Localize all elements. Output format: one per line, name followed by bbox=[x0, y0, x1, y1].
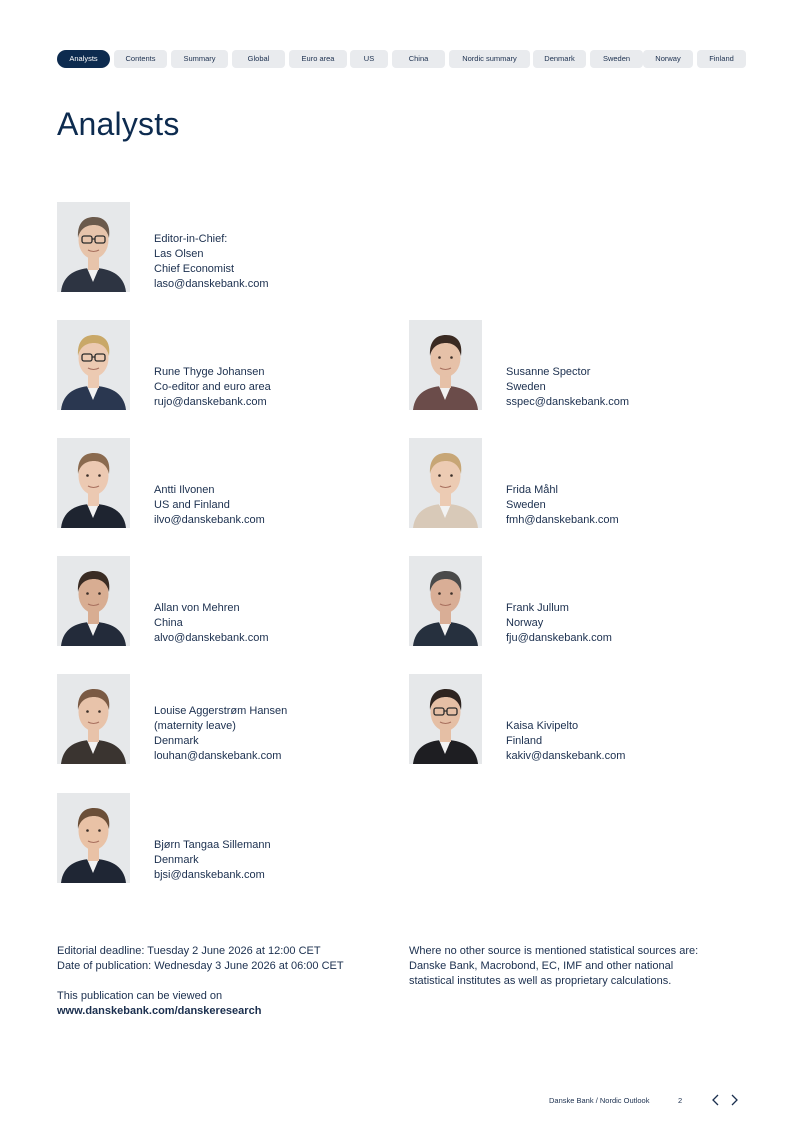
analyst-card bbox=[409, 556, 749, 646]
analyst-info bbox=[154, 704, 287, 764]
tab-nordic-summary[interactable]: Nordic summary bbox=[449, 50, 530, 68]
portrait-illustration bbox=[57, 202, 130, 292]
analyst-detail: (maternity leave) bbox=[154, 720, 236, 732]
analyst-detail: US and Finland bbox=[154, 499, 230, 511]
publication-note: This publication can be viewed on bbox=[57, 990, 223, 1002]
research-link[interactable]: www.danskebank.com/danskeresearch bbox=[57, 1005, 262, 1017]
portrait-illustration bbox=[409, 438, 482, 528]
portrait-illustration bbox=[409, 556, 482, 646]
analyst-detail: Sweden bbox=[506, 499, 546, 511]
analyst-card bbox=[57, 438, 397, 528]
editorial-info bbox=[57, 944, 344, 1019]
analyst-detail: Norway bbox=[506, 617, 544, 629]
portrait-illustration bbox=[57, 556, 130, 646]
analyst-detail: Frida Måhl bbox=[506, 484, 558, 496]
analyst-photo bbox=[409, 320, 482, 410]
analyst-email[interactable]: fju@danskebank.com bbox=[506, 632, 612, 644]
page-title: Analysts bbox=[57, 106, 180, 142]
analyst-photo bbox=[57, 320, 130, 410]
analyst-photo bbox=[409, 438, 482, 528]
analyst-detail: Co-editor and euro area bbox=[154, 381, 271, 393]
analyst-detail: Antti Ilvonen bbox=[154, 484, 215, 496]
analyst-card bbox=[57, 793, 397, 883]
tab-denmark[interactable]: Denmark bbox=[533, 50, 586, 68]
analyst-info bbox=[154, 838, 271, 883]
analyst-email[interactable]: ilvo@danskebank.com bbox=[154, 514, 265, 526]
analyst-info bbox=[506, 719, 625, 764]
tab-china[interactable]: China bbox=[392, 50, 445, 68]
analyst-card bbox=[409, 320, 749, 410]
analyst-photo bbox=[57, 674, 130, 764]
analyst-info bbox=[154, 601, 269, 646]
chevron-left-icon[interactable] bbox=[709, 1093, 723, 1107]
sources-line: Danske Bank, Macrobond, EC, IMF and other national bbox=[409, 960, 674, 972]
analyst-email[interactable]: louhan@danskebank.com bbox=[154, 750, 282, 762]
analyst-card bbox=[57, 674, 397, 764]
tab-sweden[interactable]: Sweden bbox=[590, 50, 643, 68]
sources-line: Where no other source is mentioned statistical sources are: bbox=[409, 945, 699, 957]
analyst-detail: Denmark bbox=[154, 854, 199, 866]
analyst-detail: Denmark bbox=[154, 735, 199, 747]
analyst-detail: Susanne Spector bbox=[506, 366, 591, 378]
analyst-card bbox=[57, 202, 397, 292]
portrait-illustration bbox=[409, 674, 482, 764]
analyst-card bbox=[409, 674, 749, 764]
analyst-detail: Allan von Mehren bbox=[154, 602, 240, 614]
analyst-detail: Louise Aggerstrøm Hansen bbox=[154, 705, 288, 717]
analyst-email[interactable]: alvo@danskebank.com bbox=[154, 632, 269, 644]
analyst-photo bbox=[57, 793, 130, 883]
analyst-email[interactable]: kakiv@danskebank.com bbox=[506, 750, 626, 762]
analyst-card bbox=[409, 438, 749, 528]
sources-note bbox=[409, 944, 698, 989]
page-number: 2 bbox=[678, 1096, 683, 1105]
editorial-deadline: Editorial deadline: Tuesday 2 June 2026 at 12:00 CET bbox=[57, 945, 321, 957]
analyst-detail: Rune Thyge Johansen bbox=[154, 366, 265, 378]
analyst-detail: Chief Economist bbox=[154, 263, 235, 275]
sources-line: statistical institutes as well as proprietary calculations. bbox=[409, 975, 672, 987]
spacer bbox=[57, 974, 344, 989]
portrait-illustration bbox=[409, 320, 482, 410]
analyst-card bbox=[57, 320, 397, 410]
analyst-photo bbox=[57, 556, 130, 646]
publication-date: Date of publication: Wednesday 3 June 2026 at 06:00 CET bbox=[57, 960, 344, 972]
tab-contents[interactable]: Contents bbox=[114, 50, 167, 68]
tab-norway[interactable]: Norway bbox=[643, 50, 693, 68]
publication-footer: Danske Bank / Nordic Outlook bbox=[549, 1096, 650, 1105]
tab-us[interactable]: US bbox=[350, 50, 388, 68]
analyst-info bbox=[154, 232, 269, 292]
tab-finland[interactable]: Finland bbox=[697, 50, 746, 68]
analyst-role: Editor-in-Chief: bbox=[154, 233, 228, 245]
tab-analysts[interactable]: Analysts bbox=[57, 50, 110, 68]
analyst-card bbox=[57, 556, 397, 646]
tab-euro-area[interactable]: Euro area bbox=[289, 50, 347, 68]
analyst-detail: Kaisa Kivipelto bbox=[506, 720, 579, 732]
tab-global[interactable]: Global bbox=[232, 50, 285, 68]
analyst-info bbox=[154, 365, 271, 410]
portrait-illustration bbox=[57, 793, 130, 883]
chevron-right-icon[interactable] bbox=[727, 1093, 741, 1107]
analyst-email[interactable]: fmh@danskebank.com bbox=[506, 514, 619, 526]
portrait-illustration bbox=[57, 320, 130, 410]
analyst-email[interactable]: laso@danskebank.com bbox=[154, 278, 269, 290]
analyst-detail: Bjørn Tangaa Sillemann bbox=[154, 839, 271, 851]
portrait-illustration bbox=[57, 438, 130, 528]
analyst-info bbox=[506, 601, 612, 646]
analyst-email[interactable]: sspec@danskebank.com bbox=[506, 396, 630, 408]
analyst-email[interactable]: rujo@danskebank.com bbox=[154, 396, 267, 408]
analyst-detail: Finland bbox=[506, 735, 543, 747]
analyst-detail: Las Olsen bbox=[154, 248, 204, 260]
analyst-detail: Frank Jullum bbox=[506, 602, 569, 614]
analyst-photo bbox=[57, 202, 130, 292]
analyst-info bbox=[154, 483, 265, 528]
tab-summary[interactable]: Summary bbox=[171, 50, 228, 68]
analyst-detail: China bbox=[154, 617, 183, 629]
portrait-illustration bbox=[57, 674, 130, 764]
analyst-detail: Sweden bbox=[506, 381, 546, 393]
analyst-email[interactable]: bjsi@danskebank.com bbox=[154, 869, 265, 881]
analyst-photo bbox=[57, 438, 130, 528]
analyst-info bbox=[506, 483, 619, 528]
analyst-photo bbox=[409, 556, 482, 646]
analyst-info bbox=[506, 365, 629, 410]
analyst-photo bbox=[409, 674, 482, 764]
